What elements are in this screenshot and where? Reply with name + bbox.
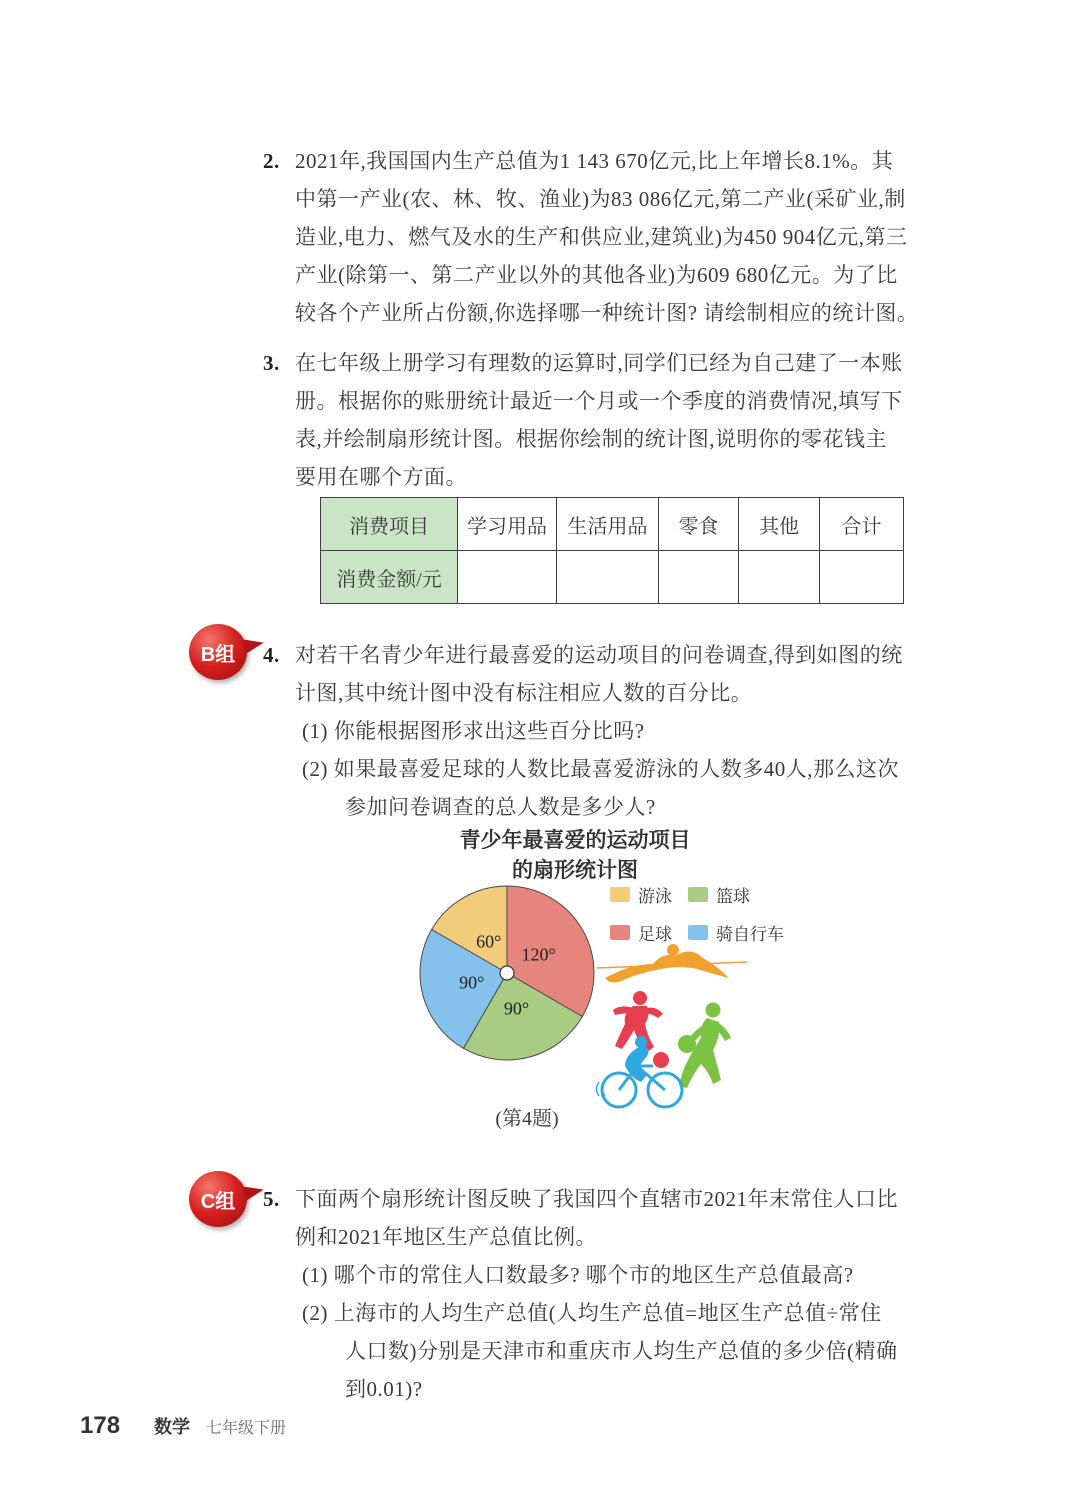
problem-3-line: 要用在哪个方面。 bbox=[295, 465, 467, 489]
problem-5-line bbox=[263, 1180, 953, 1218]
problem-number: 4. bbox=[263, 643, 280, 667]
problem-5-line: 例和2021年地区生产总值比例。 bbox=[295, 1225, 597, 1249]
legend-item-basketball bbox=[688, 882, 784, 907]
table-header-cell: 合计 bbox=[820, 498, 904, 551]
legend-item-swimming bbox=[610, 882, 688, 907]
problem-3-line: 表,并绘制扇形统计图。根据你绘制的统计图,说明你的零花钱主 bbox=[295, 427, 887, 451]
pie-angle-label: 90° bbox=[503, 998, 530, 1019]
problem-number: 3. bbox=[263, 351, 280, 375]
badge-tail bbox=[243, 637, 265, 655]
table-header-cell: 消费项目 bbox=[321, 498, 458, 551]
problem-2-line bbox=[263, 142, 953, 180]
consumption-table bbox=[320, 497, 904, 604]
problem-2-line: 较各个产业所占份额,你选择哪一种统计图? 请绘制相应的统计图。 bbox=[295, 301, 919, 325]
problem-3-line bbox=[263, 344, 953, 382]
problem-4-line: 计图,其中统计图中没有标注相应人数的百分比。 bbox=[295, 681, 753, 705]
basketball-swatch-icon bbox=[688, 887, 708, 902]
chart-title-line1: 青少年最喜爱的运动项目 bbox=[459, 829, 691, 852]
legend-label: 骑自行车 bbox=[716, 925, 784, 944]
footer-volume: 七年级下册 bbox=[206, 1420, 287, 1437]
pie-chart bbox=[412, 878, 602, 1068]
table-header-cell: 学习用品 bbox=[458, 498, 557, 551]
table-empty-cell bbox=[458, 551, 557, 604]
problem-4-line: 参加问卷调查的总人数是多少人? bbox=[345, 795, 656, 819]
problem-text: 下面两个扇形统计图反映了我国四个直辖市2021年末常住人口比 bbox=[295, 1187, 898, 1211]
problem-2-line: 造业,电力、燃气及水的生产和供应业,建筑业)为450 904亿元,第三 bbox=[295, 225, 908, 249]
figure-caption: (第4题) bbox=[495, 1108, 559, 1130]
problem-3 bbox=[263, 344, 953, 496]
problem-number: 5. bbox=[263, 1187, 280, 1211]
badge-tail bbox=[243, 1184, 265, 1202]
problem-text: 2021年,我国国内生产总值为1 143 670亿元,比上年增长8.1%。其 bbox=[295, 149, 894, 173]
problem-2-line: 产业(除第一、第二产业以外的其他各业)为609 680亿元。为了比 bbox=[295, 263, 898, 287]
problem-text: 对若干名青少年进行最喜爱的运动项目的问卷调查,得到如图的统 bbox=[295, 643, 903, 667]
chart-legend bbox=[610, 882, 784, 945]
table-empty-cell bbox=[557, 551, 659, 604]
pie-angle-label: 60° bbox=[476, 931, 502, 952]
table-header-row bbox=[321, 498, 904, 551]
problem-text: 在七年级上册学习有理数的运算时,同学们已经为自己建了一本账 bbox=[295, 351, 903, 375]
problem-5-subitem-1: (1) 哪个市的常住人口数最多? 哪个市的地区生产总值最高? bbox=[302, 1263, 854, 1287]
page-number: 178 bbox=[80, 1412, 121, 1439]
table-row bbox=[321, 551, 904, 604]
problem-2-line: 中第一产业(农、林、牧、渔业)为83 086亿元,第二产业(采矿业,制 bbox=[295, 187, 906, 211]
sports-illustration bbox=[595, 938, 765, 1118]
table-header-cell: 生活用品 bbox=[557, 498, 659, 551]
problem-5-subitem-2: (2) 上海市的人均生产总值(人均生产总值=地区生产总值÷常住 bbox=[302, 1301, 882, 1325]
pie-angle-label: 120° bbox=[521, 944, 556, 965]
table-header-cell: 其他 bbox=[739, 498, 820, 551]
basketball-ball-icon bbox=[678, 1035, 696, 1053]
basketball-player-icon bbox=[678, 1003, 731, 1089]
swimmer-icon bbox=[597, 944, 747, 983]
swimming-swatch-icon bbox=[610, 887, 630, 902]
group-b-badge-label: B组 bbox=[200, 643, 236, 666]
cyclist-icon bbox=[597, 1036, 683, 1107]
problem-5 bbox=[263, 1180, 953, 1408]
problem-5-line: 人口数)分别是天津市和重庆市人均生产总值的多少倍(精确 bbox=[345, 1339, 898, 1363]
table-row-label: 消费金额/元 bbox=[321, 551, 458, 604]
problem-2 bbox=[263, 142, 953, 332]
chart-title-line2: 的扇形统计图 bbox=[512, 859, 638, 882]
chart-title bbox=[415, 826, 735, 886]
page-footer bbox=[80, 1412, 286, 1440]
problem-5-line: 到0.01)? bbox=[345, 1377, 423, 1401]
problem-3-line: 册。根据你的账册统计最近一个月或一个季度的消费情况,填写下 bbox=[295, 389, 903, 413]
problem-4-subitem-1: (1) 你能根据图形求出这些百分比吗? bbox=[302, 719, 645, 743]
table-header-cell: 零食 bbox=[659, 498, 739, 551]
table-empty-cell bbox=[739, 551, 820, 604]
problem-4-line bbox=[263, 636, 953, 674]
table-empty-cell bbox=[659, 551, 739, 604]
problem-4 bbox=[263, 636, 953, 826]
pie-angle-label: 90° bbox=[459, 972, 485, 993]
group-b-badge bbox=[189, 624, 247, 680]
legend-label: 足球 bbox=[638, 925, 672, 944]
soccer-ball-icon bbox=[653, 1052, 669, 1068]
legend-label: 篮球 bbox=[716, 887, 750, 906]
footer-subject: 数学 bbox=[154, 1417, 191, 1437]
pie-center-marker bbox=[500, 966, 514, 980]
problem-4-subitem-2: (2) 如果最喜爱足球的人数比最喜爱游泳的人数多40人,那么这次 bbox=[302, 757, 899, 781]
group-c-badge-label: C组 bbox=[200, 1190, 236, 1213]
group-c-badge bbox=[189, 1171, 247, 1227]
legend-label: 游泳 bbox=[638, 887, 672, 906]
problem-number: 2. bbox=[263, 149, 280, 173]
table-empty-cell bbox=[820, 551, 904, 604]
